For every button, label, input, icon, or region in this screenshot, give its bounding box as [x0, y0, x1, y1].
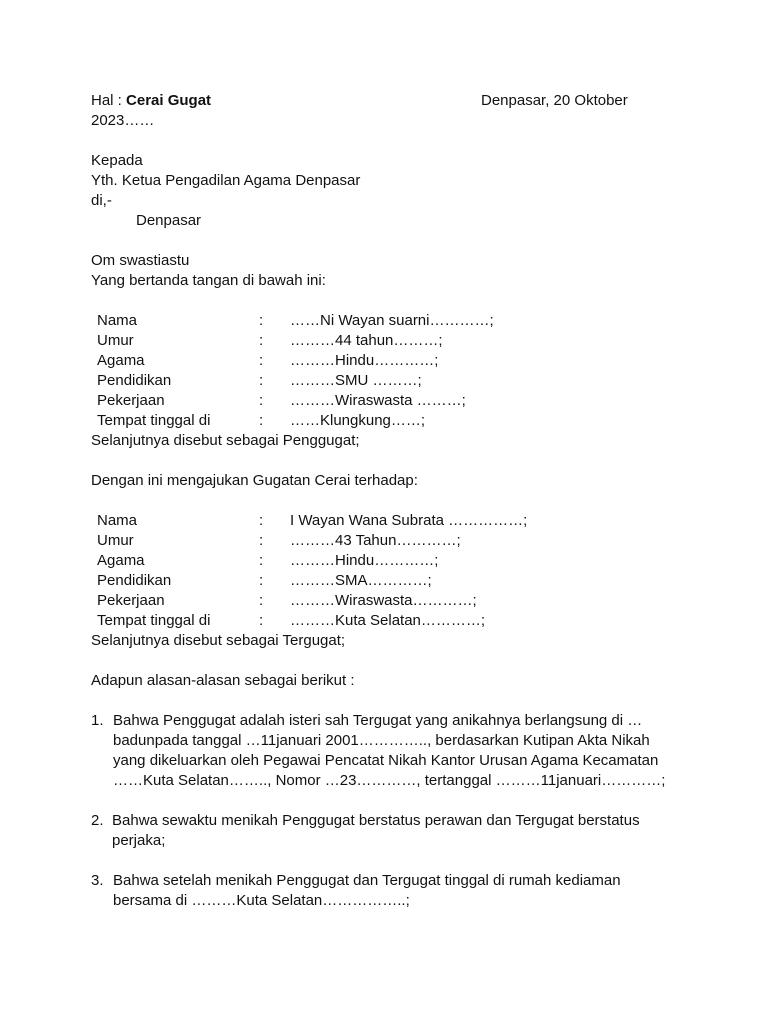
field-label: Pendidikan — [97, 372, 172, 389]
field-value: ………SMA…………; — [290, 572, 432, 589]
field-colon: : — [259, 312, 264, 329]
reason-line: bersama di ………Kuta Selatan……………..; — [113, 892, 410, 909]
address-recipient: Yth. Ketua Pengadilan Agama Denpasar — [91, 172, 361, 189]
plaintiff-closing: Selanjutnya disebut sebagai Penggugat; — [91, 432, 360, 449]
field-label: Umur — [97, 332, 134, 349]
reason-text — [113, 711, 665, 791]
field-colon: : — [259, 552, 264, 569]
field-value: ………Wiraswasta ………; — [290, 392, 466, 409]
field-value: ………Kuta Selatan…………; — [290, 612, 486, 629]
field-colon: : — [259, 592, 264, 609]
field-value: ……Klungkung……; — [290, 412, 426, 429]
field-colon: : — [259, 352, 264, 369]
subject-label: Hal : — [91, 92, 127, 109]
reason-text — [113, 871, 621, 911]
reason-line: badunpada tanggal …11januari 2001………….., berdasarkan Kutipan Akta Nikah — [113, 732, 650, 749]
field-value: ………43 Tahun…………; — [290, 532, 461, 549]
field-value: ………Wiraswasta…………; — [290, 592, 477, 609]
field-colon: : — [259, 532, 264, 549]
field-label: Pekerjaan — [97, 392, 165, 409]
letter-date-year: 2023…… — [91, 112, 155, 129]
reason-number: 3. — [91, 872, 104, 889]
reason-line: Bahwa setelah menikah Penggugat dan Tergugat tinggal di rumah kediaman — [113, 872, 621, 889]
subject-line — [91, 91, 211, 111]
field-value: I Wayan Wana Subrata ……………; — [290, 512, 528, 529]
field-value: ………Hindu…………; — [290, 352, 439, 369]
defendant-closing: Selanjutnya disebut sebagai Tergugat; — [91, 632, 346, 649]
field-label: Tempat tinggal di — [97, 612, 211, 629]
filing-statement: Dengan ini mengajukan Gugatan Cerai terhadap: — [91, 472, 418, 489]
field-value: ………SMU ………; — [290, 372, 422, 389]
field-label: Pekerjaan — [97, 592, 165, 609]
field-colon: : — [259, 412, 264, 429]
address-at: di,- — [91, 192, 112, 209]
field-colon: : — [259, 392, 264, 409]
reasons-intro: Adapun alasan-alasan sebagai berikut : — [91, 672, 355, 689]
field-colon: : — [259, 372, 264, 389]
field-label: Agama — [97, 352, 145, 369]
reason-number: 1. — [91, 712, 104, 729]
reason-text — [112, 811, 640, 851]
intro-text: Yang bertanda tangan di bawah ini: — [91, 272, 326, 289]
subject-title: Cerai Gugat — [126, 92, 212, 109]
greeting: Om swastiastu — [91, 252, 190, 269]
field-colon: : — [259, 512, 264, 529]
address-city: Denpasar — [136, 212, 202, 229]
field-value: ………Hindu…………; — [290, 552, 439, 569]
letter-date: Denpasar, 20 Oktober — [481, 92, 628, 109]
field-label: Agama — [97, 552, 145, 569]
field-colon: : — [259, 612, 264, 629]
reason-line: Bahwa sewaktu menikah Penggugat berstatus perawan dan Tergugat berstatus — [112, 812, 640, 829]
address-block — [91, 151, 360, 231]
field-value: ………44 tahun………; — [290, 332, 443, 349]
reason-line: ……Kuta Selatan…….., Nomor …23…………, tertanggal ………11januari…………; — [113, 772, 666, 789]
reason-line: Bahwa Penggugat adalah isteri sah Tergugat yang anikahnya berlangsung di … — [113, 712, 643, 729]
field-label: Pendidikan — [97, 572, 172, 589]
field-label: Tempat tinggal di — [97, 412, 211, 429]
reason-number: 2. — [91, 812, 104, 829]
greeting-block — [91, 251, 326, 291]
reason-line: yang dikeluarkan oleh Pegawai Pencatat Nikah Kantor Urusan Agama Kecamatan — [113, 752, 659, 769]
address-to: Kepada — [91, 152, 143, 169]
field-label: Nama — [97, 312, 138, 329]
field-label: Nama — [97, 512, 138, 529]
field-colon: : — [259, 572, 264, 589]
field-label: Umur — [97, 532, 134, 549]
field-value: ……Ni Wayan suarni…………; — [290, 312, 494, 329]
reason-line: perjaka; — [112, 832, 166, 849]
field-colon: : — [259, 332, 264, 349]
